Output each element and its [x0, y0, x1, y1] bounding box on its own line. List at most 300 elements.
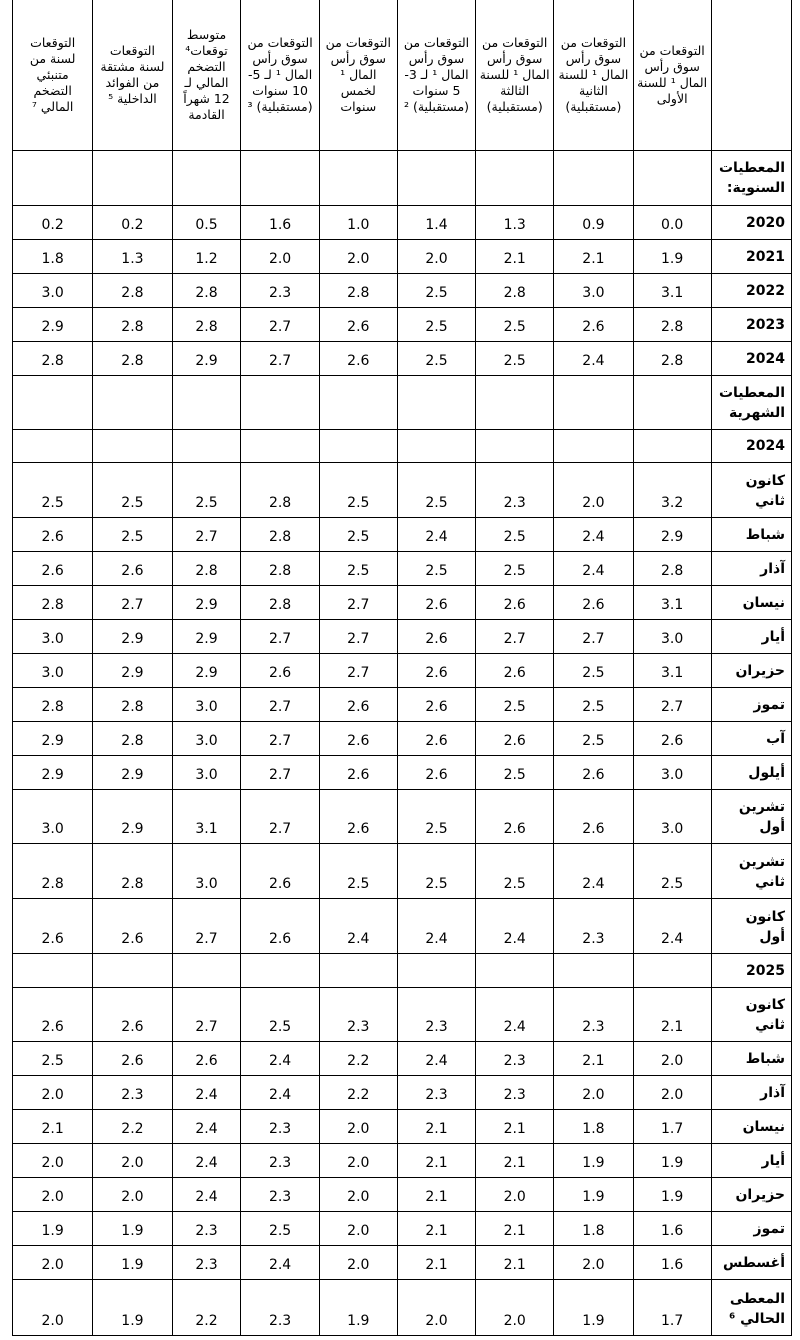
- table-cell: 1.6: [241, 206, 319, 240]
- table-cell: 2.1: [633, 988, 711, 1042]
- table-cell: 0.5: [172, 206, 241, 240]
- table-cell: 2.3: [397, 1076, 475, 1110]
- table-cell: 1.9: [93, 1246, 172, 1280]
- row-label: 2020: [711, 206, 791, 240]
- table-cell: 2.3: [319, 988, 397, 1042]
- table-cell: 1.7: [633, 1110, 711, 1144]
- table-cell: 2.9: [172, 620, 241, 654]
- table-cell: 1.9: [554, 1144, 633, 1178]
- table-cell: 2.5: [319, 463, 397, 518]
- row-label: آب: [711, 722, 791, 756]
- table-row: [13, 1280, 792, 1336]
- table-cell: 2.7: [241, 342, 319, 376]
- table-cell: 2.2: [319, 1076, 397, 1110]
- row-label: شباط: [711, 518, 791, 552]
- row-label: آذار: [711, 1076, 791, 1110]
- table-cell: 2.8: [93, 722, 172, 756]
- table-row: [13, 1042, 792, 1076]
- table-cell: [397, 376, 475, 430]
- table-body: [13, 151, 792, 1336]
- table-cell: 2.6: [319, 688, 397, 722]
- table-cell: 2.6: [554, 308, 633, 342]
- table-cell: 2.8: [93, 308, 172, 342]
- table-cell: [476, 954, 554, 988]
- table-row: [13, 1178, 792, 1212]
- row-label: حزيران: [711, 1178, 791, 1212]
- table-cell: [13, 376, 93, 430]
- row-label: المعطيات السنوية:: [711, 151, 791, 206]
- table-cell: [554, 954, 633, 988]
- table-cell: 2.0: [476, 1280, 554, 1336]
- table-cell: 2.9: [172, 586, 241, 620]
- header-5y: التوقعات من سوق رأس المال ¹ لخمس سنوات: [319, 0, 397, 151]
- table-cell: 2.6: [397, 654, 475, 688]
- table-cell: 2.8: [241, 586, 319, 620]
- table-cell: 2.6: [554, 790, 633, 844]
- row-label: أغسطس: [711, 1246, 791, 1280]
- table-cell: 2.7: [241, 620, 319, 654]
- table-cell: 2.4: [554, 844, 633, 899]
- table-cell: 2.6: [93, 988, 172, 1042]
- table-cell: [13, 430, 93, 463]
- table-cell: 3.0: [13, 274, 93, 308]
- row-label: 2023: [711, 308, 791, 342]
- table-row: [13, 430, 792, 463]
- table-cell: 2.8: [13, 342, 93, 376]
- table-cell: 2.6: [93, 1042, 172, 1076]
- table-cell: 2.0: [319, 1110, 397, 1144]
- table-cell: 2.9: [13, 308, 93, 342]
- table-cell: 2.0: [476, 1178, 554, 1212]
- table-cell: 2.0: [93, 1144, 172, 1178]
- table-cell: 3.0: [554, 274, 633, 308]
- table-cell: 2.9: [93, 654, 172, 688]
- table-cell: 2.0: [13, 1178, 93, 1212]
- table-cell: [241, 151, 319, 206]
- table-cell: [633, 954, 711, 988]
- header-1y: التوقعات من سوق رأس المال ¹ للسنة الأولى: [633, 0, 711, 151]
- row-label: حزيران: [711, 654, 791, 688]
- header-2y: التوقعات من سوق رأس المال ¹ للسنة الثانية (مستقبلية): [554, 0, 633, 151]
- table-cell: 2.6: [476, 654, 554, 688]
- table-cell: 2.1: [13, 1110, 93, 1144]
- table-cell: 2.8: [93, 688, 172, 722]
- table-row: [13, 552, 792, 586]
- table-row: [13, 342, 792, 376]
- row-label: تموز: [711, 688, 791, 722]
- table-cell: 2.9: [172, 342, 241, 376]
- table-cell: [319, 376, 397, 430]
- table-cell: 2.5: [93, 518, 172, 552]
- table-row: [13, 790, 792, 844]
- table-cell: 2.5: [476, 518, 554, 552]
- table-cell: 2.9: [13, 722, 93, 756]
- table-cell: 2.6: [319, 342, 397, 376]
- header-3-5y: التوقعات من سوق رأس المال ¹ لـ 3-5 سنوات (مستقبلية) ²: [397, 0, 475, 151]
- table-cell: 2.0: [13, 1076, 93, 1110]
- table-cell: 2.6: [397, 586, 475, 620]
- table-cell: 2.0: [319, 1144, 397, 1178]
- table-cell: 2.1: [397, 1212, 475, 1246]
- row-label: أيار: [711, 1144, 791, 1178]
- table-cell: 3.0: [172, 756, 241, 790]
- table-cell: 1.0: [319, 206, 397, 240]
- table-cell: 2.4: [397, 518, 475, 552]
- table-cell: 2.5: [554, 722, 633, 756]
- table-cell: 2.3: [476, 1042, 554, 1076]
- table-cell: 2.6: [476, 586, 554, 620]
- table-cell: 2.6: [13, 988, 93, 1042]
- table-cell: 3.0: [633, 790, 711, 844]
- table-cell: 2.5: [397, 342, 475, 376]
- table-cell: 1.6: [633, 1246, 711, 1280]
- row-label: تشرين أول: [711, 790, 791, 844]
- table-cell: 2.4: [172, 1178, 241, 1212]
- table-cell: [241, 376, 319, 430]
- table-cell: 2.5: [476, 552, 554, 586]
- row-label: كانون أول: [711, 899, 791, 954]
- table-row: [13, 376, 792, 430]
- table-cell: 2.6: [319, 308, 397, 342]
- table-cell: [172, 430, 241, 463]
- table-cell: 3.0: [172, 722, 241, 756]
- table-cell: 2.2: [93, 1110, 172, 1144]
- table-cell: 2.4: [241, 1076, 319, 1110]
- table-cell: 2.7: [241, 790, 319, 844]
- row-label: أيلول: [711, 756, 791, 790]
- row-label: شباط: [711, 1042, 791, 1076]
- table-cell: 2.6: [319, 790, 397, 844]
- header-row: [13, 0, 792, 151]
- table-cell: 2.6: [319, 722, 397, 756]
- table-cell: 2.8: [172, 274, 241, 308]
- table-cell: 2.6: [397, 620, 475, 654]
- table-cell: [476, 151, 554, 206]
- table-cell: 2.6: [13, 899, 93, 954]
- table-cell: 2.1: [397, 1110, 475, 1144]
- table-cell: 2.3: [476, 1076, 554, 1110]
- table-cell: 3.0: [172, 688, 241, 722]
- table-cell: 2.8: [633, 552, 711, 586]
- table-cell: 2.1: [476, 240, 554, 274]
- table-cell: 2.5: [319, 844, 397, 899]
- table-cell: 2.0: [319, 1178, 397, 1212]
- table-cell: 2.1: [397, 1178, 475, 1212]
- table-cell: 0.2: [93, 206, 172, 240]
- table-row: [13, 1110, 792, 1144]
- table-cell: 2.6: [13, 518, 93, 552]
- table-cell: 2.3: [241, 1178, 319, 1212]
- table-cell: 3.0: [633, 620, 711, 654]
- row-label: 2024: [711, 430, 791, 463]
- table-cell: [319, 954, 397, 988]
- table-cell: [633, 151, 711, 206]
- table-cell: [633, 430, 711, 463]
- table-cell: 2.4: [172, 1110, 241, 1144]
- table-cell: 3.0: [13, 620, 93, 654]
- table-cell: 2.0: [319, 1212, 397, 1246]
- table-cell: 2.1: [476, 1212, 554, 1246]
- table-cell: 2.4: [319, 899, 397, 954]
- table-cell: 2.9: [633, 518, 711, 552]
- table-cell: 2.8: [172, 308, 241, 342]
- row-label: 2021: [711, 240, 791, 274]
- table-cell: 2.6: [397, 722, 475, 756]
- table-cell: 2.4: [241, 1042, 319, 1076]
- table-cell: 2.8: [172, 552, 241, 586]
- table-cell: 2.7: [241, 722, 319, 756]
- table-cell: 2.4: [397, 899, 475, 954]
- row-label: نيسان: [711, 586, 791, 620]
- table-cell: 2.3: [93, 1076, 172, 1110]
- table-cell: 2.8: [241, 463, 319, 518]
- table-cell: 2.5: [13, 463, 93, 518]
- table-cell: 2.5: [476, 342, 554, 376]
- table-cell: 2.0: [241, 240, 319, 274]
- table-cell: [241, 430, 319, 463]
- table-cell: 2.7: [172, 988, 241, 1042]
- table-cell: 2.4: [476, 899, 554, 954]
- table-cell: 2.8: [633, 308, 711, 342]
- table-cell: 2.0: [13, 1246, 93, 1280]
- table-cell: 3.0: [13, 790, 93, 844]
- table-row: [13, 240, 792, 274]
- table-row: [13, 206, 792, 240]
- table-cell: 2.7: [93, 586, 172, 620]
- table-cell: 2.8: [93, 274, 172, 308]
- table-cell: 2.0: [13, 1280, 93, 1336]
- table-cell: 2.4: [476, 988, 554, 1042]
- table-cell: 2.6: [13, 552, 93, 586]
- table-cell: 2.3: [172, 1212, 241, 1246]
- table-cell: 1.9: [319, 1280, 397, 1336]
- table-cell: [397, 430, 475, 463]
- row-label: 2024: [711, 342, 791, 376]
- table-cell: 2.3: [241, 1144, 319, 1178]
- table-cell: 2.8: [93, 844, 172, 899]
- table-cell: 2.3: [241, 1280, 319, 1336]
- table-cell: 2.9: [93, 620, 172, 654]
- table-cell: 2.0: [93, 1178, 172, 1212]
- table-cell: 2.1: [476, 1110, 554, 1144]
- table-cell: 2.3: [241, 274, 319, 308]
- table-cell: 2.5: [13, 1042, 93, 1076]
- row-label: 2025: [711, 954, 791, 988]
- table-row: [13, 274, 792, 308]
- table-cell: 2.1: [397, 1246, 475, 1280]
- table-cell: 2.8: [241, 552, 319, 586]
- table-cell: 2.4: [172, 1076, 241, 1110]
- table-cell: 3.1: [633, 586, 711, 620]
- table-cell: 2.0: [397, 1280, 475, 1336]
- table-cell: 2.4: [397, 1042, 475, 1076]
- table-cell: 2.4: [554, 552, 633, 586]
- table-cell: 2.3: [241, 1110, 319, 1144]
- row-label: كانون ثاني: [711, 988, 791, 1042]
- table-cell: 1.4: [397, 206, 475, 240]
- table-cell: [554, 430, 633, 463]
- table-row: [13, 988, 792, 1042]
- table-cell: 1.6: [633, 1212, 711, 1246]
- table-cell: 2.9: [172, 654, 241, 688]
- table-cell: 1.9: [633, 1178, 711, 1212]
- table-cell: 2.4: [172, 1144, 241, 1178]
- table-cell: [172, 151, 241, 206]
- table-cell: 2.5: [476, 844, 554, 899]
- table-cell: 3.1: [633, 274, 711, 308]
- table-row: [13, 899, 792, 954]
- table-cell: 1.3: [93, 240, 172, 274]
- table-cell: 2.8: [93, 342, 172, 376]
- table-cell: 1.9: [13, 1212, 93, 1246]
- table-cell: 2.6: [397, 688, 475, 722]
- table-row: [13, 620, 792, 654]
- table-cell: [172, 954, 241, 988]
- table-cell: 2.1: [397, 1144, 475, 1178]
- row-label: تموز: [711, 1212, 791, 1246]
- table-cell: 2.8: [241, 518, 319, 552]
- table-cell: [172, 376, 241, 430]
- table-row: [13, 844, 792, 899]
- table-cell: 1.9: [633, 1144, 711, 1178]
- table-cell: [397, 954, 475, 988]
- table-cell: 2.6: [554, 756, 633, 790]
- table-cell: 2.7: [241, 688, 319, 722]
- table-cell: 2.3: [172, 1246, 241, 1280]
- table-cell: [93, 151, 172, 206]
- table-cell: 1.7: [633, 1280, 711, 1336]
- table-cell: 2.0: [13, 1144, 93, 1178]
- table-cell: 3.2: [633, 463, 711, 518]
- table-cell: 2.9: [93, 790, 172, 844]
- table-cell: 2.7: [241, 308, 319, 342]
- table-cell: 1.9: [554, 1280, 633, 1336]
- row-label: أيار: [711, 620, 791, 654]
- table-cell: [476, 430, 554, 463]
- table-cell: 2.9: [13, 756, 93, 790]
- table-cell: 1.9: [93, 1280, 172, 1336]
- table-cell: 1.9: [93, 1212, 172, 1246]
- table-cell: 2.5: [476, 308, 554, 342]
- table-cell: 2.6: [241, 654, 319, 688]
- table-cell: 1.3: [476, 206, 554, 240]
- table-cell: 1.2: [172, 240, 241, 274]
- table-cell: 2.0: [554, 1076, 633, 1110]
- table-cell: [554, 376, 633, 430]
- table-cell: 2.5: [397, 308, 475, 342]
- table-cell: 2.2: [319, 1042, 397, 1076]
- table-cell: 2.4: [241, 1246, 319, 1280]
- table-cell: 2.3: [476, 463, 554, 518]
- table-cell: 2.7: [172, 518, 241, 552]
- table-cell: 2.0: [319, 1246, 397, 1280]
- table-cell: [93, 954, 172, 988]
- table-cell: 1.8: [554, 1110, 633, 1144]
- row-label: آذار: [711, 552, 791, 586]
- table-cell: [319, 151, 397, 206]
- table-cell: 2.1: [476, 1144, 554, 1178]
- table-row: [13, 688, 792, 722]
- table-cell: [633, 376, 711, 430]
- table-cell: 2.8: [476, 274, 554, 308]
- table-cell: 1.8: [13, 240, 93, 274]
- table-cell: 2.6: [476, 722, 554, 756]
- table-cell: 2.6: [476, 790, 554, 844]
- header-interest-derived: التوقعات لسنة مشتقة من الفوائد الداخلية ⁵: [93, 0, 172, 151]
- table-cell: 2.5: [554, 654, 633, 688]
- table-cell: 2.0: [397, 240, 475, 274]
- table-cell: 2.5: [397, 790, 475, 844]
- table-cell: 2.6: [93, 899, 172, 954]
- table-cell: 2.6: [554, 586, 633, 620]
- table-cell: 2.8: [319, 274, 397, 308]
- row-label: 2022: [711, 274, 791, 308]
- inflation-expectations-table: [12, 0, 792, 1336]
- table-cell: 2.4: [554, 518, 633, 552]
- table-cell: [397, 151, 475, 206]
- header-5-10y: التوقعات من سوق رأس المال ¹ لـ 5-10 سنوات (مستقبلية) ³: [241, 0, 319, 151]
- table-cell: 2.7: [319, 620, 397, 654]
- table-row: [13, 518, 792, 552]
- table-cell: 2.5: [93, 463, 172, 518]
- table-cell: 2.6: [319, 756, 397, 790]
- row-label: نيسان: [711, 1110, 791, 1144]
- table-cell: [241, 954, 319, 988]
- table-cell: 3.0: [13, 654, 93, 688]
- table-cell: 2.6: [241, 899, 319, 954]
- row-label: كانون ثاني: [711, 463, 791, 518]
- table-cell: 2.5: [319, 552, 397, 586]
- row-label: المعطيات الشهرية: [711, 376, 791, 430]
- row-label: تشرين ثاني: [711, 844, 791, 899]
- table-row: [13, 586, 792, 620]
- table-cell: 2.5: [397, 552, 475, 586]
- table-cell: 3.1: [633, 654, 711, 688]
- table-cell: 2.4: [633, 899, 711, 954]
- table-cell: 3.0: [633, 756, 711, 790]
- table-cell: 2.5: [554, 688, 633, 722]
- table-cell: 2.8: [13, 688, 93, 722]
- table-row: [13, 1212, 792, 1246]
- table-cell: 2.4: [554, 342, 633, 376]
- table-cell: [554, 151, 633, 206]
- table-cell: 2.5: [476, 756, 554, 790]
- table-cell: 2.7: [172, 899, 241, 954]
- table-cell: 2.1: [554, 1042, 633, 1076]
- table-cell: 2.3: [554, 988, 633, 1042]
- table-cell: 2.7: [633, 688, 711, 722]
- table-cell: [13, 954, 93, 988]
- table-cell: 2.7: [319, 654, 397, 688]
- header-3y: التوقعات من سوق رأس المال ¹ للسنة الثالثة (مستقبلية): [476, 0, 554, 151]
- table-cell: 2.0: [554, 1246, 633, 1280]
- table-cell: 2.5: [241, 1212, 319, 1246]
- row-label: المعطى الحالي ⁶: [711, 1280, 791, 1336]
- table-row: [13, 1246, 792, 1280]
- header-inflation-forecasters: التوقعات لسنة من متنبئي التضخم المالي ⁷: [13, 0, 93, 151]
- table-cell: 2.7: [241, 756, 319, 790]
- table-cell: 2.7: [554, 620, 633, 654]
- table-row: [13, 654, 792, 688]
- table-cell: 2.5: [397, 274, 475, 308]
- table-cell: 1.9: [554, 1178, 633, 1212]
- table-cell: [93, 376, 172, 430]
- table-cell: 1.9: [633, 240, 711, 274]
- table-cell: 2.5: [172, 463, 241, 518]
- table-cell: 2.0: [633, 1076, 711, 1110]
- header-forecasters-avg: متوسط توقعات⁴ التضخم المالي لـ 12 شهراً القادمة: [172, 0, 241, 151]
- table-cell: 2.1: [476, 1246, 554, 1280]
